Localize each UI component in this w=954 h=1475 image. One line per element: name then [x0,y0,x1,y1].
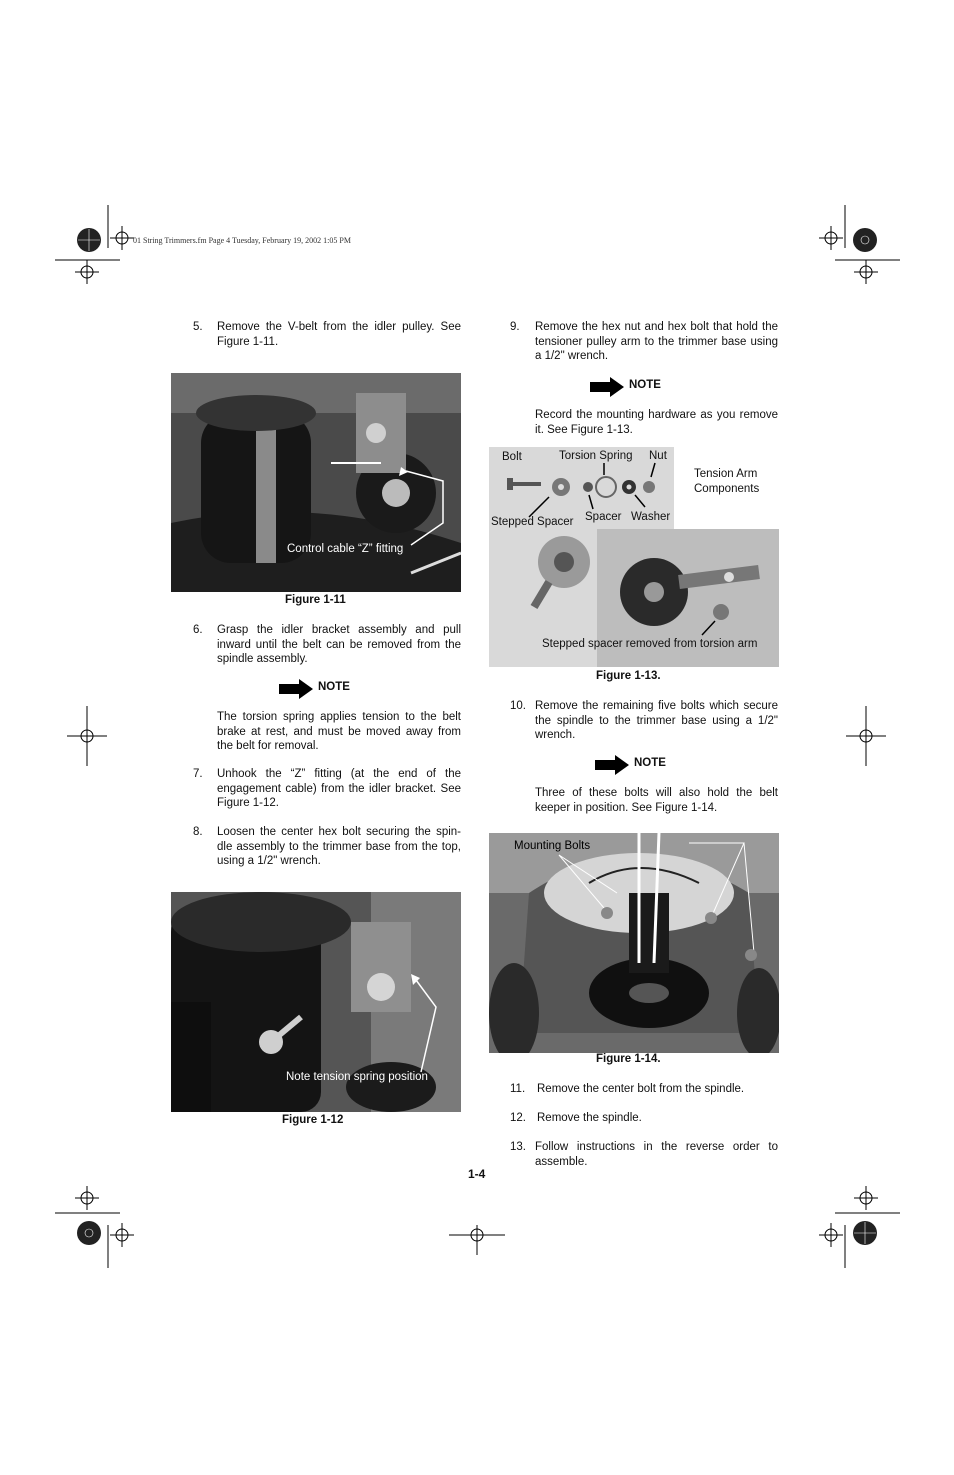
step-number: 12. [510,1112,526,1124]
step-text: Remove the remaining five bolts which secure the spindle to the trimmer base using a 1/2" wrench. [535,700,778,741]
figure-1-14-photo [489,833,779,1053]
note-1-text: The torsion spring applies tension to the belt brake at rest, and must be moved away from the belt for removal. [217,711,461,752]
arrow-right-icon [279,679,313,699]
step-number: 9. [510,321,520,333]
step-number: 13. [510,1141,526,1153]
figure-1-12-caption: Figure 1-12 [282,1114,344,1126]
label-spacer: Spacer [585,511,622,523]
label-torsion-spring: Torsion Spring [559,450,633,462]
label-spacer-removed: Stepped spacer removed from torsion arm [542,638,758,650]
step-number: 8. [193,826,203,838]
step-text: Remove the hex nut and hex bolt that hold the tensioner pulley arm to the trimmer base using a 1/2" wrench. [535,321,778,362]
step-text: Remove the center bolt from the spindle. [537,1083,745,1095]
figure-1-11-photo [171,373,461,592]
figure-1-13-photo [489,447,779,667]
mounting-bolts-illustration [489,833,779,1053]
figure-1-14-caption: Figure 1-14. [596,1053,661,1065]
figure-1-12-label: Note tension spring position [286,1071,428,1083]
tension-arm-components-illustration [489,447,779,667]
figure-1-12-photo [171,892,461,1112]
figure-1-11-label: Control cable “Z” fitting [287,543,404,555]
figure-1-13-caption: Figure 1-13. [596,670,661,682]
step-text: Unhook the “Z” fitting (at the end of the engagement cable) from the idler bracket. See Figure 1-12. [217,768,461,809]
note-2-heading [590,377,680,395]
label-bolt: Bolt [502,451,522,463]
note-3-heading [595,755,685,773]
note-label: NOTE [634,757,666,769]
label-washer: Washer [631,511,671,523]
step-text: Follow instructions in the reverse order to assemble. [535,1141,778,1168]
note-label: NOTE [318,681,350,693]
arrow-right-icon [590,377,624,397]
step-text: Loosen the center hex bolt securing the spin-dle assembly to the trimmer base from the top, using a 1/2" wrench. [217,826,461,867]
note-3-text: Three of these bolts will also hold the belt keeper in position. See Figure 1-14. [535,787,778,814]
step-number: 11. [510,1083,526,1095]
idler-pulley-illustration [171,373,461,592]
note-label: NOTE [629,379,661,391]
arrow-right-icon [595,755,629,775]
figure-1-14-label: Mounting Bolts [514,840,591,852]
label-stepped-spacer: Stepped Spacer [491,516,574,528]
figure-1-11-caption: Figure 1-11 [285,594,346,606]
label-tension-arm-1: Tension Arm [694,468,758,480]
step-number: 5. [193,321,203,333]
label-tension-arm-2: Components [694,483,760,495]
step-text: Remove the V-belt from the idler pulley. See Figure 1-11. [217,321,461,348]
step-text: Grasp the idler bracket assembly and pull inward until the belt can be removed from the spindle assembly. [217,624,461,665]
note-1-heading [279,679,369,697]
step-number: 6. [193,624,203,636]
note-2-text: Record the mounting hardware as you remove it. See Figure 1-13. [535,409,778,436]
step-number: 10. [510,700,526,712]
label-nut: Nut [649,450,667,462]
step-number: 7. [193,768,203,780]
step-text: Remove the spindle. [537,1112,642,1124]
file-header: 01 String Trimmers.fm Page 4 Tuesday, February 19, 2002 1:05 PM [133,236,351,245]
page-number: 1-4 [468,1167,486,1181]
